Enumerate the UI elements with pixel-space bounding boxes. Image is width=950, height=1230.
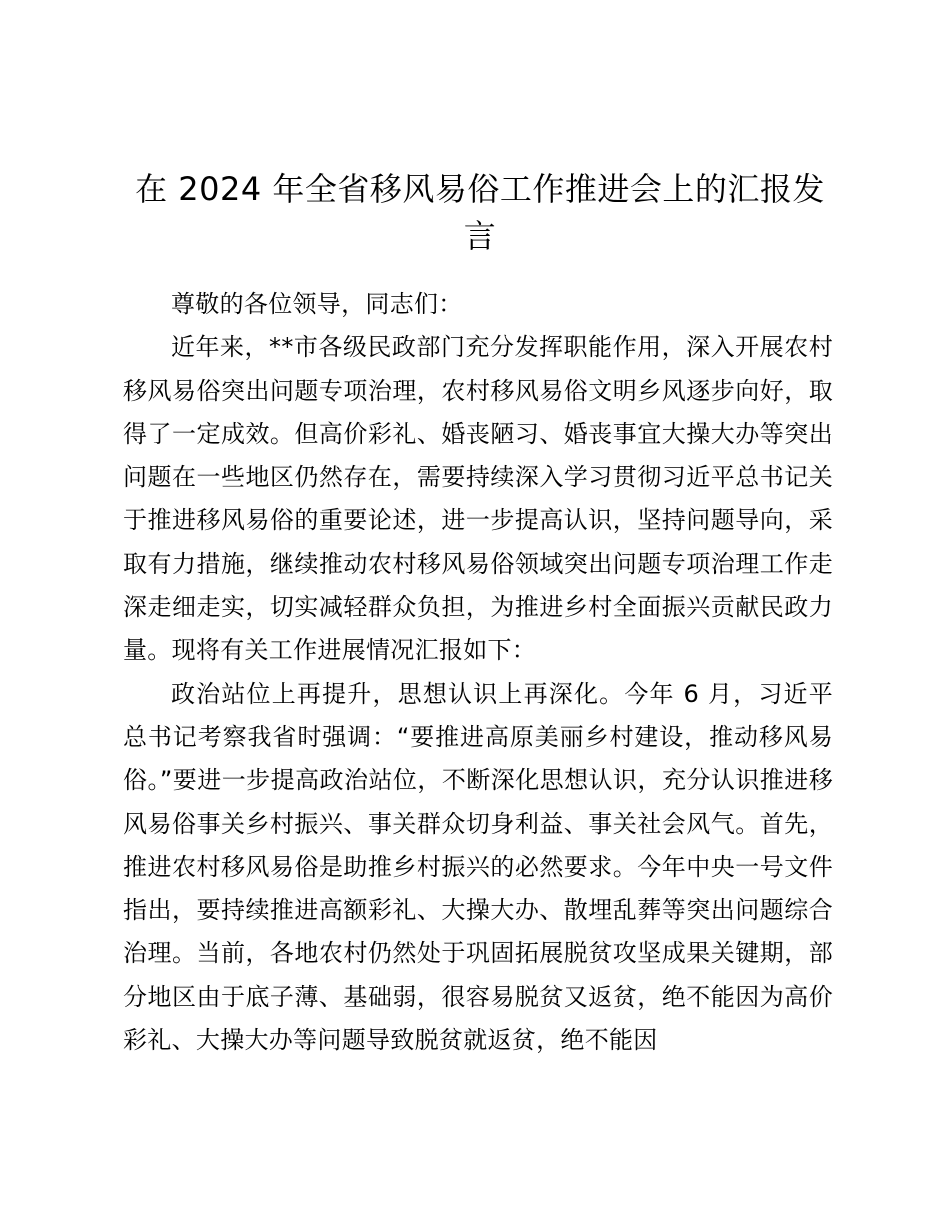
salutation-paragraph: 尊敬的各位领导，同志们： [171,290,463,318]
document-body [123,283,833,1062]
intro-paragraph: 近年来，**市各级民政部门充分发挥职能作用，深入开展农村移风易俗突出问题专项治理，农村移风易俗文明乡风逐步向好，取得了一定成效。但高价彩礼、婚丧陋习、婚丧事宜大操大办等突出问题在一些地区仍然存在，需要持续深入学习贯彻习近平总书记关于推进移风易俗的重要论述，进一步提高认识，坚持问题导向，采取有力措施，继续推动农村移风易俗领域突出问题专项治理工作走深走细走实，切实减轻群众负担，为推进乡村全面振兴贡献民政力量。现将有关工作进展情况汇报如下： [123,333,833,665]
section-paragraph: 政治站位上再提升，思想认识上再深化。今年 6 月，习近平总书记考察我省时强调：“要推进高原美丽乡村建设，推动移风易俗。”要进一步提高政治站位，不断深化思想认识，充分认识推进移风易俗事关乡村振兴、事关群众切身利益、事关社会风气。首先，推进农村移风易俗是助推乡村振兴的必然要求。今年中央一号文件指出，要持续推进高额彩礼、大操大办、散埋乱葬等突出问题综合治理。当前，各地农村仍然处于巩固拓展脱贫攻坚成果关键期，部分地区由于底子薄、基础弱，很容易脱贫又返贫，绝不能因为高价彩礼、大操大办等问题导致脱贫就返贫，绝不能因 [123,679,833,1055]
document-title: 在 2024 年全省移风易俗工作推进会上的汇报发言 [135,170,825,255]
